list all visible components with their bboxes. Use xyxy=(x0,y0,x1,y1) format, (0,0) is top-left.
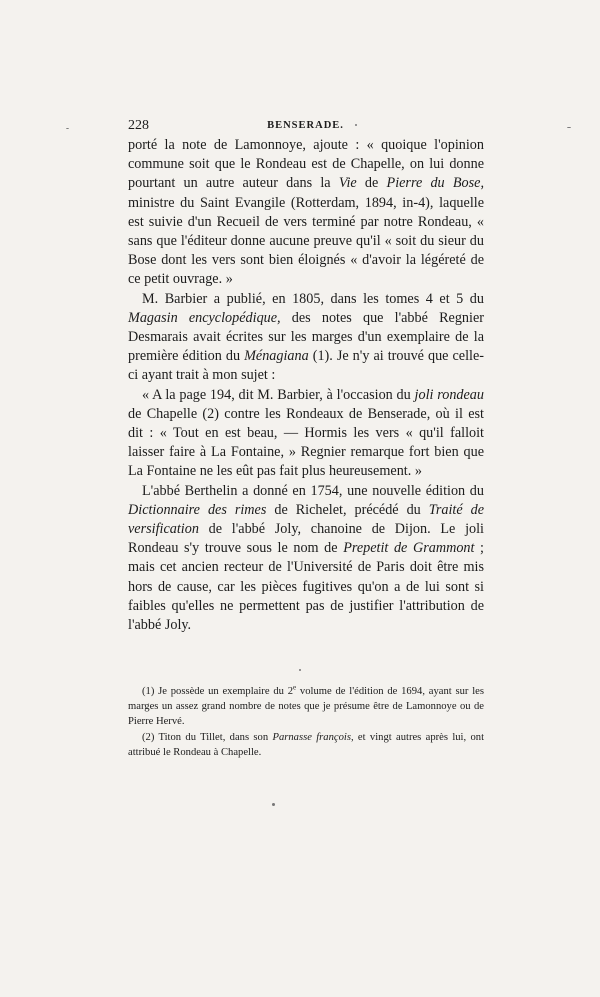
main-text xyxy=(128,136,484,635)
running-head xyxy=(128,118,483,138)
paragraph-quote: « A la page 194, dit M. Barbier, à l'occasion du joli rondeau de Chapelle (2) contre les Rondeaux de Benserade, où il est dit : « Tout en est beau, — Hormis les vers « qu'il falloit laisser faire à La Fontaine, » Regnier remarque fort bien que La Fontaine ne les eût pas fait plus heureusement. » xyxy=(128,386,484,480)
ink-speck xyxy=(355,124,357,126)
ink-speck xyxy=(299,669,301,671)
paragraph-lamonnoye: porté la note de Lamonnoye, ajoute : « quoique l'opinion commune soit que le Rondeau est de Chapelle, on lui donne pourtant un autre auteur dans la Vie de Pierre du Bose, ministre du Saint Evangile (Rotterdam, 1894, in-4), laquelle est suivie d'un Recueil de vers terminé par notre Rondeau, « sans que l'éditeur donne aucune preuve qu'il « soit du sieur du Bose dont les vers sont bien éloignés « d'avoir la légéreté de ce petit ouvrage. » xyxy=(128,137,484,288)
paragraph-berthelin: L'abbé Berthelin a donné en 1754, une nouvelle édition du Dictionnaire des rimes de Richelet, précédé du Traité de versification de l'abbé Joly, chanoine de Dijon. Le joli Rondeau s'y trouve sous le nom de Prepetit de Grammont ; mais cet ancien recteur de l'Université de Paris doit être mis hors de cause, car les pièces fugitives qu'on a de lui sont si faibles qu'elles ne permettent pas de justifier l'attribution de l'abbé Joly. xyxy=(128,482,485,634)
footnotes xyxy=(128,684,484,761)
footnote-2: (2) Titon du Tillet, dans son Parnasse françois, et vingt autres après lui, ont attribué le Rondeau à Chapelle. xyxy=(128,732,485,758)
ink-speck xyxy=(66,128,69,129)
footnote-1: (1) Je possède un exemplaire du 2e volume de l'édition de 1694, ayant sur les marges un assez grand nombre de notes que je présume être de Lamonnoye ou de Pierre Hervé. xyxy=(128,683,484,727)
ink-speck xyxy=(567,127,571,128)
paragraph-barbier: M. Barbier a publié, en 1805, dans les tomes 4 et 5 du Magasin encyclopédique, des notes que l'abbé Regnier Desmarais avait écrites sur les marges d'un exemplaire de la première édition du Ménagiana (1). Je n'y ai trouvé que celle-ci ayant trait à mon sujet : xyxy=(128,290,484,384)
running-title: BENSERADE. xyxy=(267,120,344,131)
page-number: 228 xyxy=(128,118,149,133)
ink-speck xyxy=(272,803,275,806)
